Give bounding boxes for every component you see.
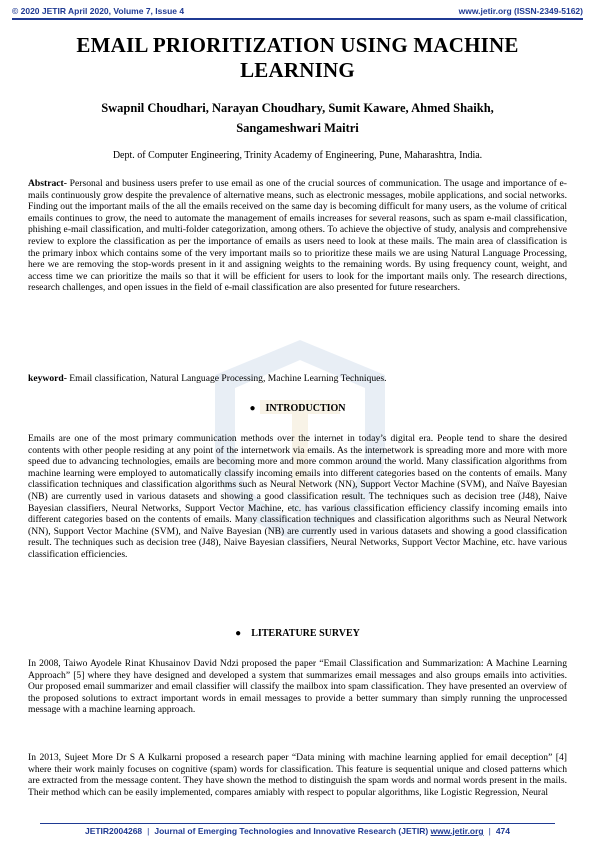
bullet-icon: ● — [249, 403, 256, 414]
paper-authors — [40, 98, 555, 138]
author-affiliation: Dept. of Computer Engineering, Trinity Academy of Engineering, Pune, Maharashtra, India. — [112, 150, 483, 161]
introduction-paragraph: Emails are one of the most primary communication methods over the internet in today’s digital era. People tend to share the desired contents with other people residing at any point of the internetwork via emails. As the internetwork is spreading more and more with more speed due to advancing technologies, emails are becoming more and more common around the world. Many classification algorithms from machine learning were employed to automatically classify incoming emails into different categories based on the contents of emails. Many classification techniques and classification algorithms such as Neural Network (NN), Support Vector Machine (SVM), and Naïve Bayesian (NB) are currently used in various datasets and showing a good classification result. The techniques such as decision tree (J48), Naive Bayesian classifiers, Neural Networks, Support Vector Machine, etc. has various classification efficiency classify incoming emails into different categories based on the contents of emails. Many classification techniques and classification algorithms such as Neural Network (NN), Support Vector Machine (SVM), and Naïve Bayesian (NB) are currently used in various datasets and showing a good classification result. The techniques such as decision tree (J48), Naive Bayesian classifiers, Neural Networks, Support Vector Machine, etc. have various classification efficiencies. — [28, 433, 567, 560]
page-header — [0, 0, 595, 18]
footer-paper-id: JETIR2004268 — [84, 826, 143, 836]
footer-separator: | — [488, 826, 491, 836]
footer-rule — [40, 823, 555, 824]
title-line-2: LEARNING — [240, 58, 355, 82]
abstract — [28, 178, 567, 294]
abstract-text: Personal and business users prefer to use email as one of the crucial sources of communication. The usage and importance of e-mails continuously grow despite the prevalence of alternative means, such as electronic messages, mobile applications, and social networks. Finding out the important mails of the all the emails received on the same day is becoming difficult for many users, as the volume of critical emails continues to grow, the need to automate the management of emails increases for several reasons, such as spam e-mail classification, phishing e-mail classification, and multi-folder categorization, among others. To achieve the objective of study, analysis and comprehensive review to explore the classification as per the importance of emails as users need to look at these mails. The main area of classification is the primary inbox which contains some of the very important mails so to prioritize these mails we are using Natural Language Processing, here we are removing the stop-words present in it and assigning weights to the remaining words. By using frequency count, weight, and access time we can prioritize the mails so that it will be efficient for users to look for the important mails only. The research directions, research challenges, and open issues in the field of e-mail classification are also presented for future researchers. — [28, 178, 567, 294]
section-heading-introduction — [28, 403, 567, 414]
footer-journal-name: Journal of Emerging Technologies and Innovative Research (JETIR) — [154, 826, 429, 836]
page-footer — [0, 823, 595, 842]
header-rule — [12, 18, 583, 20]
literature-paragraph-1: In 2008, Taiwo Ayodele Rinat Khusainov David Ndzi proposed the paper “Email Classification and Summarization: A Machine Learning Approach” [5] where they have designed and developed a system that summarizes email messages and also groups emails into activities. Our proposed email summarizer and email classifier will classify the mailbox into spam classification. They have presented an overview of the proposed solutions to extract important words in email messages to provide a better summary than simply running the unprocessed message with a machine learning approach. — [28, 658, 567, 716]
footer-journal-link[interactable]: www.jetir.org — [430, 826, 484, 836]
abstract-label: Abstract- — [28, 178, 67, 189]
bullet-icon: ● — [235, 628, 242, 639]
intro-heading-text: INTRODUCTION — [265, 403, 346, 414]
footer-page-number: 474 — [495, 826, 511, 836]
keywords — [28, 373, 567, 385]
authors-line-1: Swapnil Choudhari, Narayan Choudhary, Sumit Kaware, Ahmed Shaikh, — [101, 101, 494, 115]
footer-separator: | — [147, 826, 150, 836]
authors-line-2: Sangameshwari Maitri — [236, 121, 359, 135]
keyword-text: Email classification, Natural Language Processing, Machine Learning Techniques. — [66, 373, 387, 384]
header-journal-url: www.jetir.org (ISSN-2349-5162) — [458, 6, 583, 16]
literature-paragraph-2: In 2013, Sujeet More Dr S A Kulkarni proposed a research paper “Data mining with machine learning applied for email deception” [4] where their work mainly focuses on cognitive (spam) words for classification. This feature is sequential unique and closed patterns which are extracted from the message content. They have shown the method to distinguish the spam words and normal words present in the mails. Their method which can be easily implemented, compares amiably with respect to popular algorithms, like Logistic Regression, Neural — [28, 752, 567, 798]
section-heading-literature-survey — [28, 628, 567, 639]
footer-line — [0, 826, 595, 836]
paper-title — [40, 33, 555, 83]
header-copyright: © 2020 JETIR April 2020, Volume 7, Issue 4 — [12, 6, 185, 16]
lit-heading-text: LITERATURE SURVEY — [251, 628, 360, 639]
keyword-label: keyword- — [28, 373, 67, 384]
title-line-1: EMAIL PRIORITIZATION USING MACHINE — [76, 33, 519, 57]
